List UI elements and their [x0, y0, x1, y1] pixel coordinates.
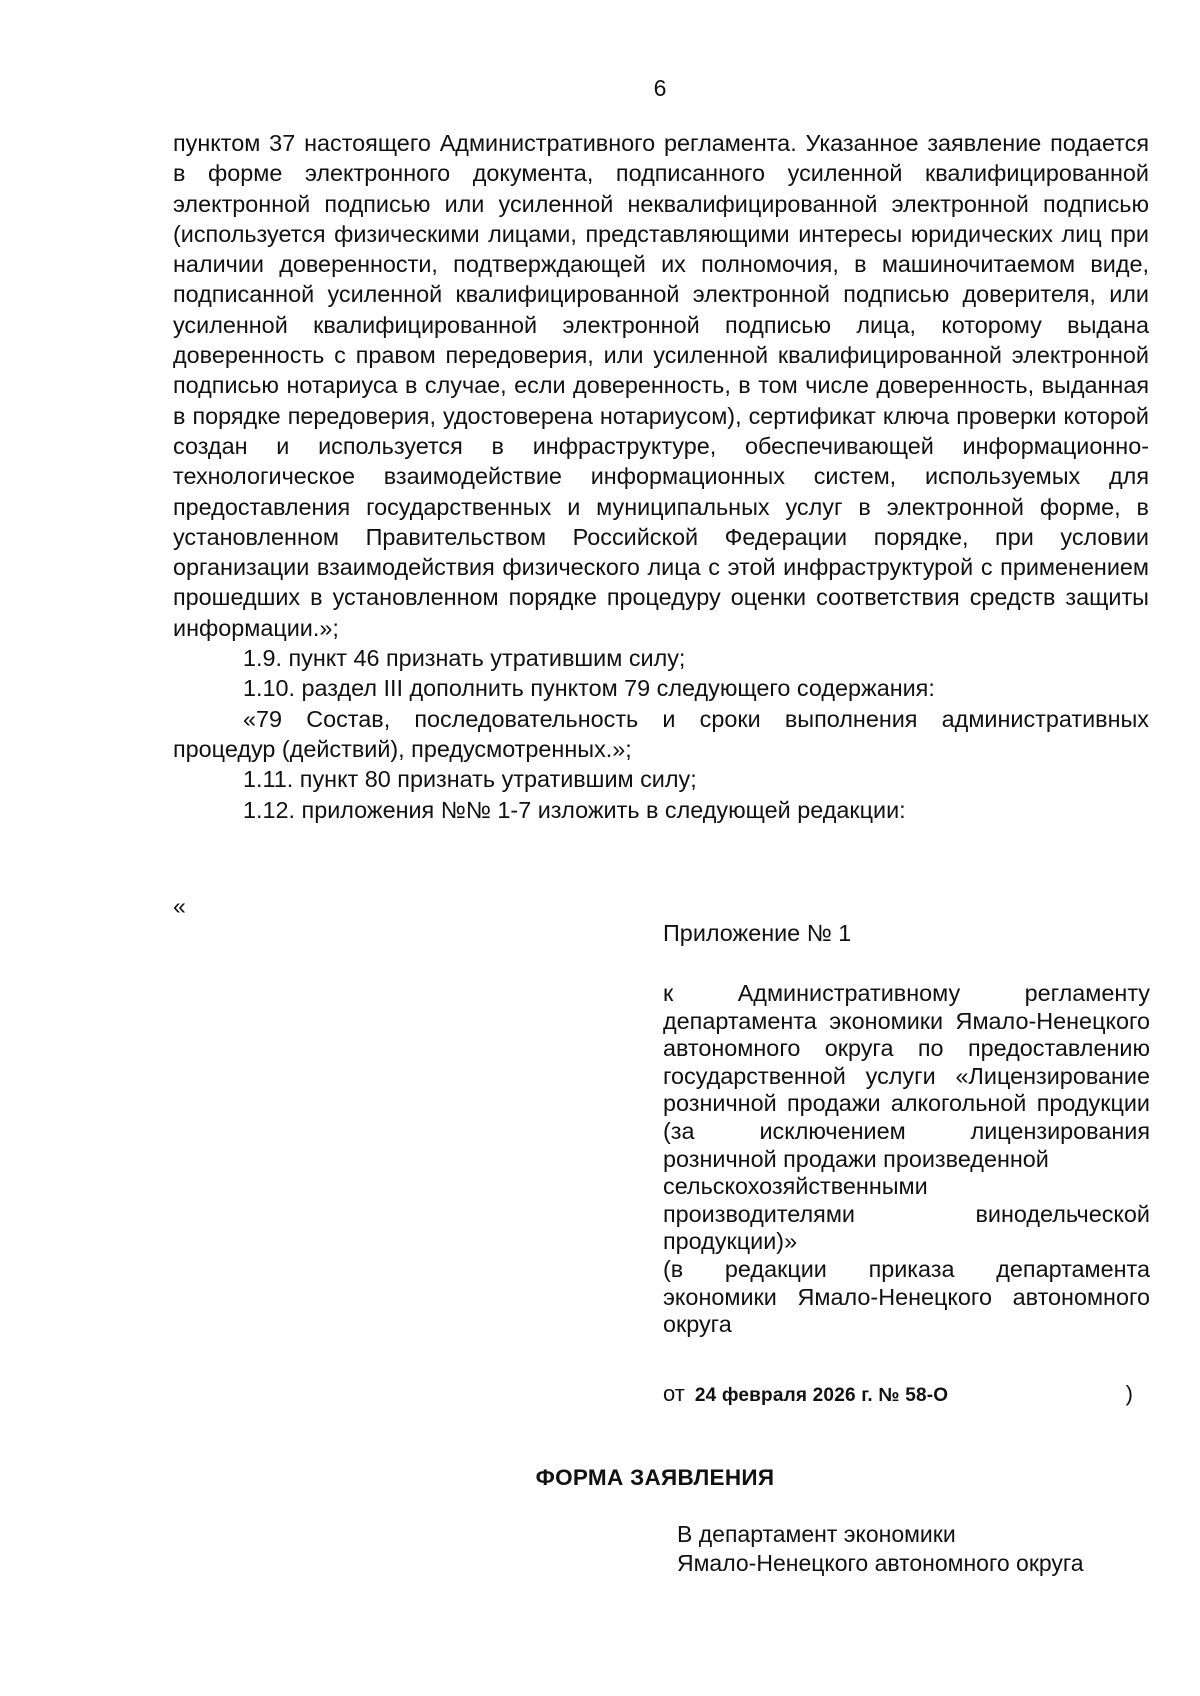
paragraph-quote-79: «79 Состав, последовательность и сроки выполнения административных процедур (действий), предусмотренных.»;: [173, 705, 1149, 762]
page-number: 6: [653, 75, 667, 101]
paragraph-item-1-12: 1.12. приложения №№ 1-7 изложить в следующей редакции:: [243, 796, 906, 823]
date-prefix: от: [663, 1381, 685, 1406]
appendix-line-agricultural: сельскохозяйственными: [663, 1173, 928, 1200]
opening-quote-mark: «: [173, 893, 186, 919]
body-text: [173, 128, 1149, 825]
appendix-line-edition: (в редакции приказа департамента экономики Ямало-Ненецкого автономного округа: [663, 1255, 1150, 1338]
appendix-title: Приложение № 1: [663, 920, 852, 946]
form-title: ФОРМА ЗАЯВЛЕНИЯ: [535, 1465, 775, 1490]
addressee-line-2: Ямало-Ненецкого автономного округа: [677, 1550, 1084, 1576]
paragraph-continuation: пунктом 37 настоящего Административного регламента. Указанное заявление подается в форме электронного документа, подписанного усиленной квалифицированной электронной подписью или усиленной неквалифицированной электронной подписью (используется физическими лицами, представляющими интересы юридических лиц при наличии доверенности, подтверждающей их полномочия, в машиночитаемом виде, подписанной усиленной квалифицированной электронной подписью доверителя, или усиленной квалифицированной электронной подписью лица, которому выдана доверенность с правом передоверия, или усиленной квалифицированной электронной подписью нотариуса в случае, если доверенность, в том числе доверенность, выданная в порядке передоверия, удостоверена нотариусом), сертификат ключа проверки которой создан и используется в инфраструктуре, обеспечивающей информационно-технологическое взаимодействие информационных систем, используемых для предоставления государственных и муниципальных услуг в электронной форме, в установленном Правительством Российской Федерации порядке, при условии организации взаимодействия физического лица с этой инфраструктурой с применением прошедших в установленном порядке процедуру оценки соответствия средств защиты информации.»;: [173, 130, 1149, 641]
appendix-header-block: [663, 980, 1150, 1339]
appendix-line-producers: производителями винодельческой продукции)»: [663, 1200, 1150, 1255]
paragraph-item-1-10: 1.10. раздел III дополнить пунктом 79 следующего содержания:: [243, 675, 935, 702]
paragraph-item-1-9: 1.9. пункт 46 признать утратившим силу;: [243, 645, 686, 672]
date-closing-paren: ): [1125, 1381, 1133, 1406]
addressee-block: [677, 1520, 1147, 1578]
order-date-number: 24 февраля 2026 г. № 58-О: [694, 1385, 949, 1406]
paragraph-item-1-11: 1.11. пункт 80 признать утратившим силу;: [243, 766, 697, 793]
appendix-line-regulation: к Административному регламенту департамента экономики Ямало-Ненецкого автономного округа по предоставлению государственной услуги «Лицензирование розничной продажи алкогольной продукции (за исключением лицензирования розничной продажи произведенной: [663, 980, 1150, 1172]
addressee-line-1: В департамент экономики: [677, 1521, 956, 1547]
appendix-date-line: [663, 1380, 1133, 1410]
